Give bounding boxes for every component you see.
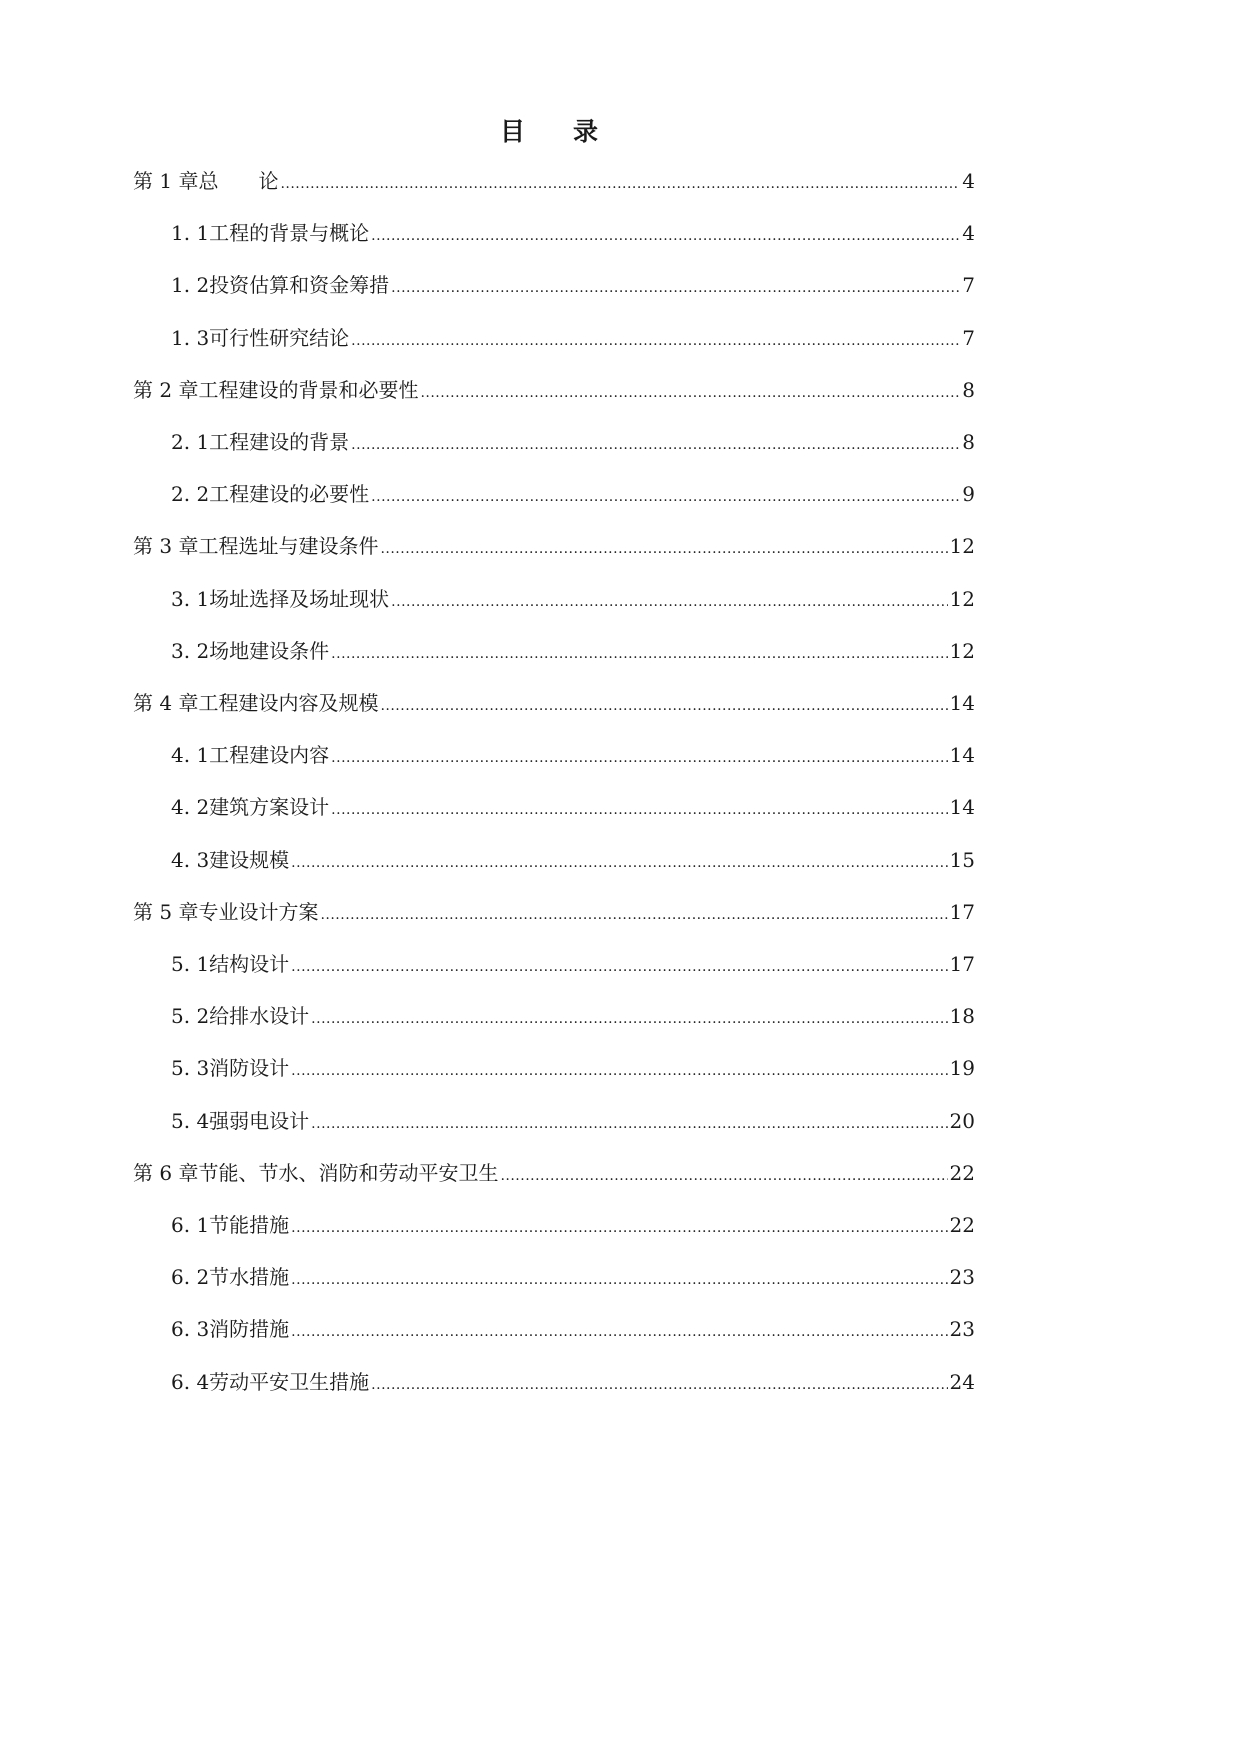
toc-entry-number: 5. 1 [171, 952, 210, 976]
toc-dot-leader [331, 740, 947, 776]
toc-entry-title: 工程选址与建设条件 [198, 534, 379, 559]
toc-entry-number: 4. 3 [171, 847, 210, 872]
toc-entry-title: 消防措施 [209, 1317, 290, 1342]
toc-chapter-entry[interactable] [133, 372, 975, 408]
toc-dot-leader [380, 531, 947, 567]
toc-entry-title: 给排水设计 [209, 1004, 310, 1029]
toc-dot-leader [331, 792, 947, 828]
toc-page-number: 9 [962, 482, 975, 507]
toc-entry-number: 6. 4 [171, 1369, 210, 1394]
toc-entry-title: 建筑方案设计 [209, 795, 330, 820]
toc-page-number: 23 [949, 1317, 975, 1342]
toc-chapter-entry[interactable] [133, 163, 975, 199]
toc-entry-title: 结构设计 [209, 952, 290, 976]
toc-page-number: 15 [949, 847, 975, 872]
toc-entry-title: 可行性研究结论 [209, 325, 350, 350]
toc-dot-leader [320, 897, 947, 933]
toc-entry-number: 5. 2 [171, 1004, 210, 1029]
toc-dot-leader [351, 323, 960, 359]
toc-page-number: 7 [962, 273, 975, 298]
toc-chapter-entry[interactable] [133, 1155, 975, 1191]
toc-section-entry[interactable] [171, 424, 975, 460]
toc-page-number: 14 [949, 795, 975, 820]
toc-page-number: 22 [949, 1160, 975, 1185]
toc-entry-number: 第 5 章 [133, 899, 199, 924]
toc-page-number: 24 [949, 1369, 975, 1394]
toc-page-number: 8 [962, 430, 975, 454]
toc-entry-number: 3. 1 [171, 586, 210, 611]
toc-page-number: 12 [949, 586, 975, 611]
toc-entry-title: 工程建设的背景和必要性 [198, 377, 419, 402]
toc-dot-leader [380, 688, 947, 724]
toc-dot-leader [371, 479, 960, 515]
toc-section-entry[interactable] [171, 1103, 975, 1139]
toc-entry-title: 节能、节水、消防和劳动平安卫生 [198, 1160, 499, 1185]
toc-entry-title: 专业设计方案 [198, 899, 319, 924]
toc-dot-leader [371, 1367, 947, 1403]
toc-page-number: 14 [949, 743, 975, 768]
toc-entry-title: 工程的背景与概论 [209, 221, 370, 246]
toc-section-entry[interactable] [171, 476, 975, 512]
toc-entry-number: 6. 1 [171, 1213, 210, 1237]
toc-entry-number: 2. 2 [171, 482, 210, 507]
toc-dot-leader [371, 218, 960, 254]
toc-page-number: 8 [962, 377, 975, 402]
toc-entry-title: 工程建设内容 [209, 743, 330, 768]
toc-entry-title: 工程建设的必要性 [209, 482, 370, 507]
toc-section-entry[interactable] [171, 1259, 975, 1295]
toc-entry-number: 第 3 章 [133, 534, 199, 559]
toc-dot-leader [291, 949, 947, 985]
toc-section-entry[interactable] [171, 737, 975, 773]
toc-entry-number: 第 1 章 [133, 169, 199, 193]
toc-entry-title: 投资估算和资金筹措 [209, 273, 390, 298]
toc-page-number: 17 [949, 899, 975, 924]
toc-entry-number: 2. 1 [171, 430, 210, 454]
toc-entry-title: 劳动平安卫生措施 [209, 1369, 370, 1394]
page-title [0, 112, 1100, 148]
toc-entry-number: 4. 2 [171, 795, 210, 820]
toc-section-entry[interactable] [171, 1050, 975, 1086]
toc-entry-number: 第 2 章 [133, 377, 199, 402]
toc-entry-number: 1. 1 [171, 221, 210, 246]
toc-section-entry[interactable] [171, 789, 975, 825]
toc-section-entry[interactable] [171, 842, 975, 878]
toc-dot-leader [291, 845, 947, 881]
toc-dot-leader [311, 1001, 947, 1037]
toc-section-entry[interactable] [171, 1207, 975, 1243]
toc-page-number: 4 [962, 221, 975, 246]
toc-section-entry[interactable] [171, 320, 975, 356]
toc-section-entry[interactable] [171, 581, 975, 617]
toc-dot-leader [391, 584, 947, 620]
title-char-left: 目 [499, 117, 527, 146]
toc-dot-leader [311, 1106, 947, 1142]
toc-entry-number: 3. 2 [171, 638, 210, 663]
toc-entry-number: 4. 1 [171, 743, 210, 768]
toc-dot-leader [280, 166, 960, 202]
toc-entry-title: 工程建设的背景 [209, 430, 350, 454]
toc-page-number: 12 [949, 638, 975, 663]
toc-dot-leader [500, 1158, 947, 1194]
toc-page-number: 4 [962, 169, 975, 193]
toc-chapter-entry[interactable] [133, 894, 975, 930]
toc-section-entry[interactable] [171, 633, 975, 669]
title-char-right: 录 [573, 117, 601, 146]
toc-entry-title: 场址选择及场址现状 [209, 586, 390, 611]
toc-dot-leader [291, 1210, 947, 1246]
toc-entry-title: 节水措施 [209, 1265, 290, 1290]
toc-entry-number: 第 4 章 [133, 691, 199, 715]
toc-dot-leader [291, 1053, 947, 1089]
toc-dot-leader [331, 636, 947, 672]
toc-section-entry[interactable] [171, 1364, 975, 1400]
toc-page-number: 23 [949, 1265, 975, 1290]
toc-chapter-entry[interactable] [133, 685, 975, 721]
toc-page-number: 18 [949, 1004, 975, 1029]
toc-chapter-entry[interactable] [133, 528, 975, 564]
toc-section-entry[interactable] [171, 998, 975, 1034]
toc-page-number: 17 [949, 952, 975, 976]
toc-page-number: 7 [962, 325, 975, 350]
toc-entry-number: 1. 3 [171, 325, 210, 350]
toc-entry-title: 消防设计 [209, 1056, 290, 1081]
toc-entry-number: 5. 3 [171, 1056, 210, 1081]
toc-entry-title: 建设规模 [209, 847, 290, 872]
toc-page-number: 19 [949, 1056, 975, 1081]
toc-dot-leader [291, 1314, 947, 1350]
toc-page-number: 14 [949, 691, 975, 715]
toc-entry-title: 总 论 [198, 169, 279, 193]
toc-dot-leader [420, 375, 960, 411]
toc-entry-title: 场地建设条件 [209, 638, 330, 663]
toc-entry-number: 6. 3 [171, 1317, 210, 1342]
toc-entry-title: 强弱电设计 [209, 1108, 310, 1133]
toc-page-number: 22 [949, 1213, 975, 1237]
toc-entry-title: 工程建设内容及规模 [198, 691, 379, 715]
toc-dot-leader [351, 427, 960, 463]
toc-entry-number: 第 6 章 [133, 1160, 199, 1185]
toc-section-entry[interactable] [171, 946, 975, 982]
toc-entry-number: 6. 2 [171, 1265, 210, 1290]
toc-dot-leader [391, 270, 960, 306]
toc-page-number: 20 [949, 1108, 975, 1133]
toc-section-entry[interactable] [171, 1311, 975, 1347]
toc-entry-number: 1. 2 [171, 273, 210, 298]
toc-entry-title: 节能措施 [209, 1213, 290, 1237]
toc-dot-leader [291, 1262, 947, 1298]
toc-section-entry[interactable] [171, 215, 975, 251]
toc-section-entry[interactable] [171, 267, 975, 303]
toc-entry-number: 5. 4 [171, 1108, 210, 1133]
toc-page-number: 12 [949, 534, 975, 559]
